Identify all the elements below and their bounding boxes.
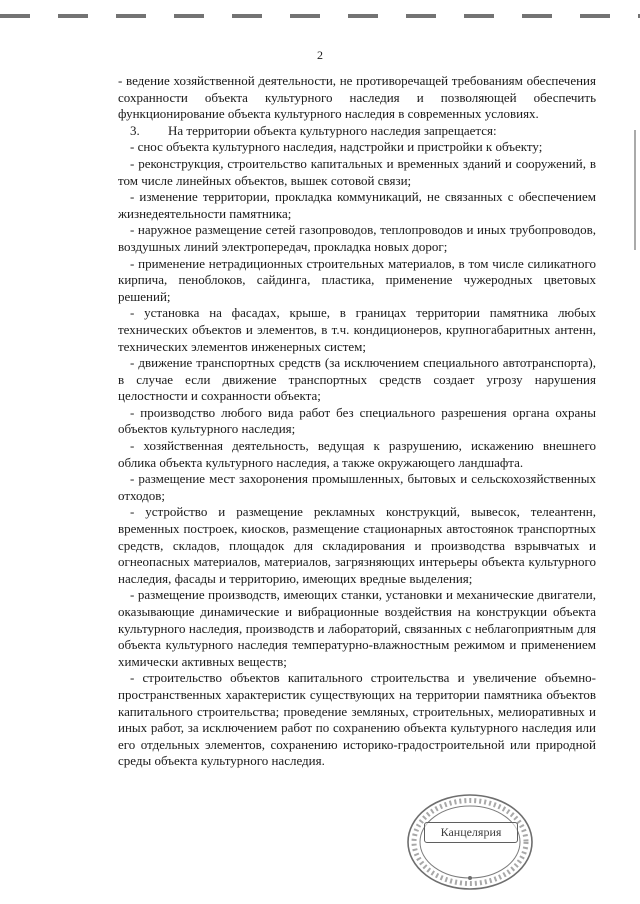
- right-edge-artifact: [634, 130, 636, 250]
- paragraph-12: - размещение мест захоронения промышленных, бытовых и сельскохозяйственных отходов;: [118, 471, 596, 503]
- paragraph-3: - снос объекта культурного наследия, надстройки и пристройки к объекту;: [130, 139, 543, 155]
- paragraph-7: - применение нетрадиционных строительных материалов, в том числе силикатного кирпича, пеноблоков, сайдинга, пластика, применение чужеродных цветовых решений;: [118, 255, 596, 304]
- paragraph-15: - строительство объектов капитального строительства и увеличение объемно-пространственных характеристик существующих на территории памятника объектов капитального строительства; проведение земляных, строительных, мелиоративных и иных работ, за исключением работ по сохранению объекта культурного наследия или его отдельных элементов, сохранению историко-градостроительной или природной среды объекта культурного наследия.: [118, 670, 596, 769]
- stamp-label: Канцелярия: [424, 822, 518, 843]
- paragraph-9: - движение транспортных средств (за исключением специального автотранспорта), в случае если движение транспортных средств создает угрозу нарушения целостности и сохранности объекта;: [118, 355, 596, 404]
- paragraph-8: - установка на фасадах, крыше, в границах территории памятника любых технических объектов и элементов, в т.ч. кондиционеров, крупногабаритных антенн, технических элементов инженерных систем;: [118, 305, 596, 354]
- office-stamp: [404, 792, 536, 892]
- paragraph-11: - хозяйственная деятельность, ведущая к разрушению, искажению внешнего облика объекта культурного наследия, а также окружающего ландшафта.: [118, 438, 596, 470]
- paragraph-4: - реконструкция, строительство капитальных и временных зданий и сооружений, в том числе линейных объектов, вышек сотовой связи;: [118, 155, 596, 188]
- paragraph-13: - устройство и размещение рекламных конструкций, вывесок, телеантенн, временных построек, киосков, размещение стационарных автостоянок транспортных средств, складов, площадок для складирования и производства взрывчатых и огнеопасных материалов, материалов, загрязняющих интерьеры объекта культурного наследия, фасады и территорию, имеющих вредные выделения;: [118, 504, 596, 586]
- page-number: 2: [317, 48, 323, 62]
- document-body: [118, 73, 596, 770]
- paragraph-10: - производство любого вида работ без специального разрешения органа охраны объектов культурного наследия;: [118, 404, 596, 437]
- paragraph-1: - ведение хозяйственной деятельности, не противоречащей требованиям обеспечения сохранности объекта культурного наследия и позволяющей обеспечить функционирование объекта культурного наследия в современных условиях.: [118, 73, 596, 122]
- paragraph-2-item-3: [118, 123, 596, 140]
- paragraph-6: - наружное размещение сетей газопроводов, теплопроводов и иных трубопроводов, воздушных линий электропередач, прокладка новых дорог;: [118, 222, 596, 254]
- paragraph-14: - размещение производств, имеющих станки, установки и механические двигатели, оказывающие динамические и вибрационные воздействия на конструкции объекта культурного наследия, производств и лабораторий, связанных с неблагоприятным для объекта культурного наследия температурно-влажностным режимом и применением химически активных веществ;: [118, 587, 596, 669]
- paragraph-5: - изменение территории, прокладка коммуникаций, не связанных с обеспечением жизнедеятельности памятника;: [118, 189, 596, 221]
- paragraph-2-text: На территории объекта культурного наследия запрещается:: [168, 122, 497, 138]
- item-number: 3.: [130, 122, 140, 138]
- top-edge-artifact: [0, 14, 640, 18]
